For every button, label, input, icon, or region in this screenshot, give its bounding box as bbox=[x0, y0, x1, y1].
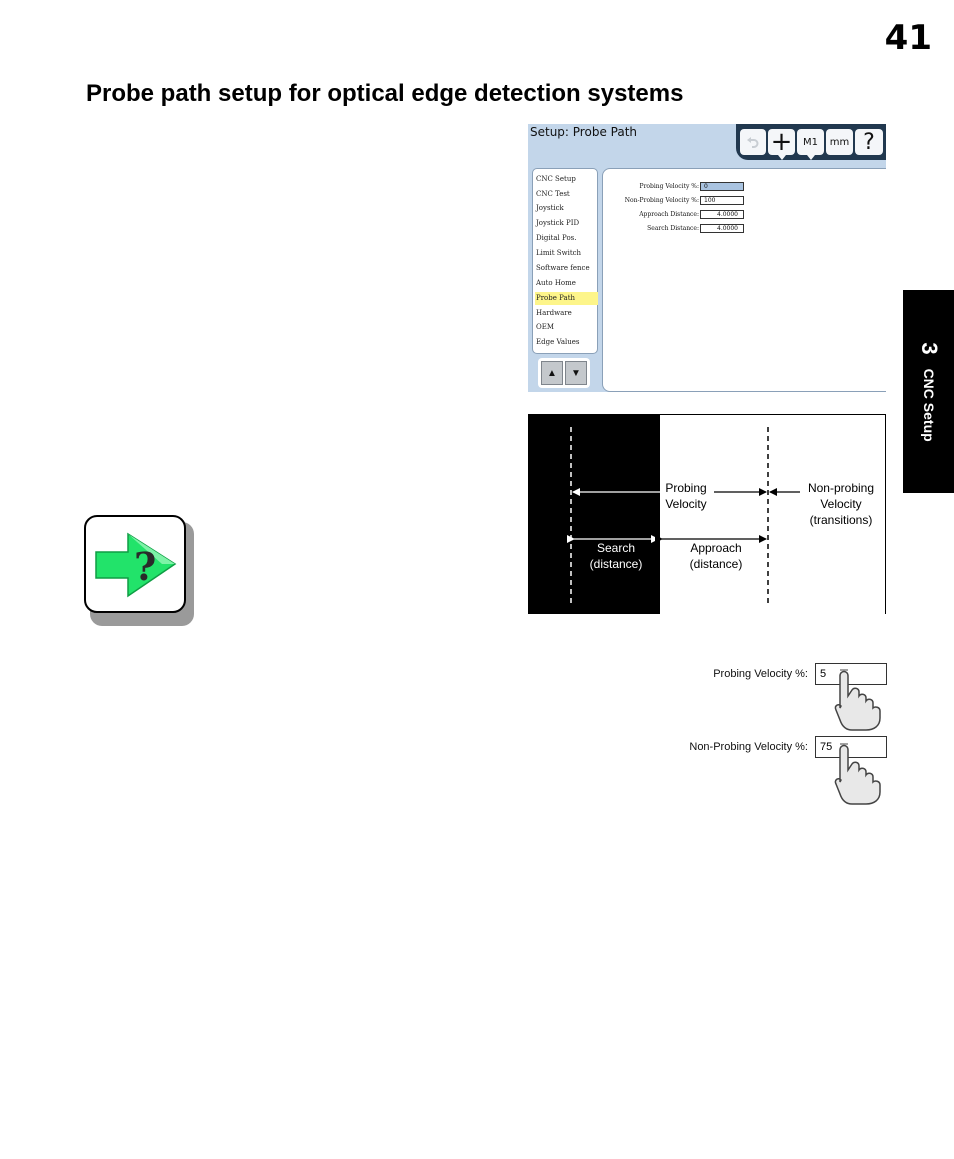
help-button[interactable] bbox=[855, 129, 883, 155]
probe-path-form bbox=[602, 168, 886, 392]
approach-distance-label: Approach (distance) bbox=[689, 541, 743, 571]
menu-item-cnc-setup[interactable]: CNC Setup bbox=[536, 175, 576, 183]
dark-region bbox=[528, 415, 660, 614]
callout-probing-velocity-input[interactable]: 5 bbox=[815, 663, 887, 685]
menu-item-cnc-test[interactable]: CNC Test bbox=[536, 190, 570, 198]
menu-item-joystick[interactable]: Joystick bbox=[536, 204, 564, 212]
non-probing-velocity-label: Non-probing Velocity (transitions) bbox=[807, 481, 875, 527]
units-button[interactable] bbox=[826, 129, 853, 155]
chapter-number: 3 bbox=[916, 341, 942, 355]
mm-label: mm bbox=[829, 136, 850, 148]
pointing-hand-icon bbox=[826, 740, 888, 806]
probe-path-setup-screen bbox=[528, 124, 886, 392]
menu-item-limit-switch[interactable]: Limit Switch bbox=[536, 249, 582, 257]
help-icon: ? bbox=[863, 129, 875, 155]
pointing-hand-icon bbox=[826, 666, 888, 732]
callout-non-probing-velocity-input[interactable]: 75 bbox=[815, 736, 887, 758]
screen-title: Setup: Probe Path bbox=[530, 125, 637, 139]
undo-icon bbox=[746, 135, 760, 149]
approach-distance-input[interactable]: 4.0000 bbox=[700, 210, 744, 219]
section-title: Probe path setup for optical edge detection systems bbox=[86, 80, 684, 107]
add-button[interactable] bbox=[768, 129, 795, 155]
menu-scroll-arrows bbox=[538, 358, 590, 388]
menu-item-digital-pos[interactable]: Digital Pos. bbox=[536, 234, 577, 242]
menu-item-joystick-pid[interactable]: Joystick PID bbox=[536, 219, 580, 227]
probing-velocity-input[interactable]: 0 bbox=[700, 182, 744, 191]
svg-text:?: ? bbox=[134, 544, 157, 589]
down-arrow-icon: ▼ bbox=[571, 367, 581, 379]
up-arrow-icon: ▲ bbox=[547, 367, 557, 379]
search-distance-label: Search (distance) bbox=[589, 541, 643, 571]
search-distance-input[interactable]: 4.0000 bbox=[700, 224, 744, 233]
chapter-label: CNC Setup bbox=[920, 368, 937, 442]
menu-item-probe-path[interactable]: Probe Path bbox=[535, 292, 598, 305]
approach-distance-label: Approach Distance: bbox=[639, 211, 699, 218]
m1-label: M1 bbox=[803, 136, 818, 148]
non-probing-velocity-input[interactable]: 100 bbox=[700, 196, 744, 205]
setup-menu bbox=[532, 168, 598, 354]
probe-path-diagram bbox=[528, 414, 886, 614]
menu-item-hardware[interactable]: Hardware bbox=[536, 309, 572, 317]
callout-non-probing-velocity-label: Non-Probing Velocity %: bbox=[689, 741, 808, 753]
probing-velocity-label: Probing Velocity bbox=[665, 481, 707, 511]
menu-item-auto-home[interactable]: Auto Home bbox=[536, 279, 576, 287]
undo-button[interactable] bbox=[740, 129, 766, 155]
toolbar bbox=[736, 124, 886, 160]
menu-item-edge-values[interactable]: Edge Values bbox=[536, 338, 580, 346]
plus-icon: + bbox=[770, 127, 793, 157]
menu-item-oem[interactable]: OEM bbox=[536, 323, 555, 331]
note-arrow-icon bbox=[80, 512, 200, 632]
m1-button[interactable] bbox=[797, 129, 824, 155]
search-distance-label: Search Distance: bbox=[647, 225, 699, 232]
probing-velocity-label: Probing Velocity %: bbox=[639, 183, 699, 190]
page-number: 41 bbox=[884, 18, 932, 58]
chapter-tab bbox=[903, 290, 954, 493]
callout-probing-velocity-label: Probing Velocity %: bbox=[713, 668, 808, 680]
non-probing-velocity-label: Non-Probing Velocity %: bbox=[624, 197, 699, 204]
scroll-down-button[interactable] bbox=[565, 361, 587, 385]
menu-item-software-fence[interactable]: Software fence bbox=[536, 264, 590, 272]
scroll-up-button[interactable] bbox=[541, 361, 563, 385]
